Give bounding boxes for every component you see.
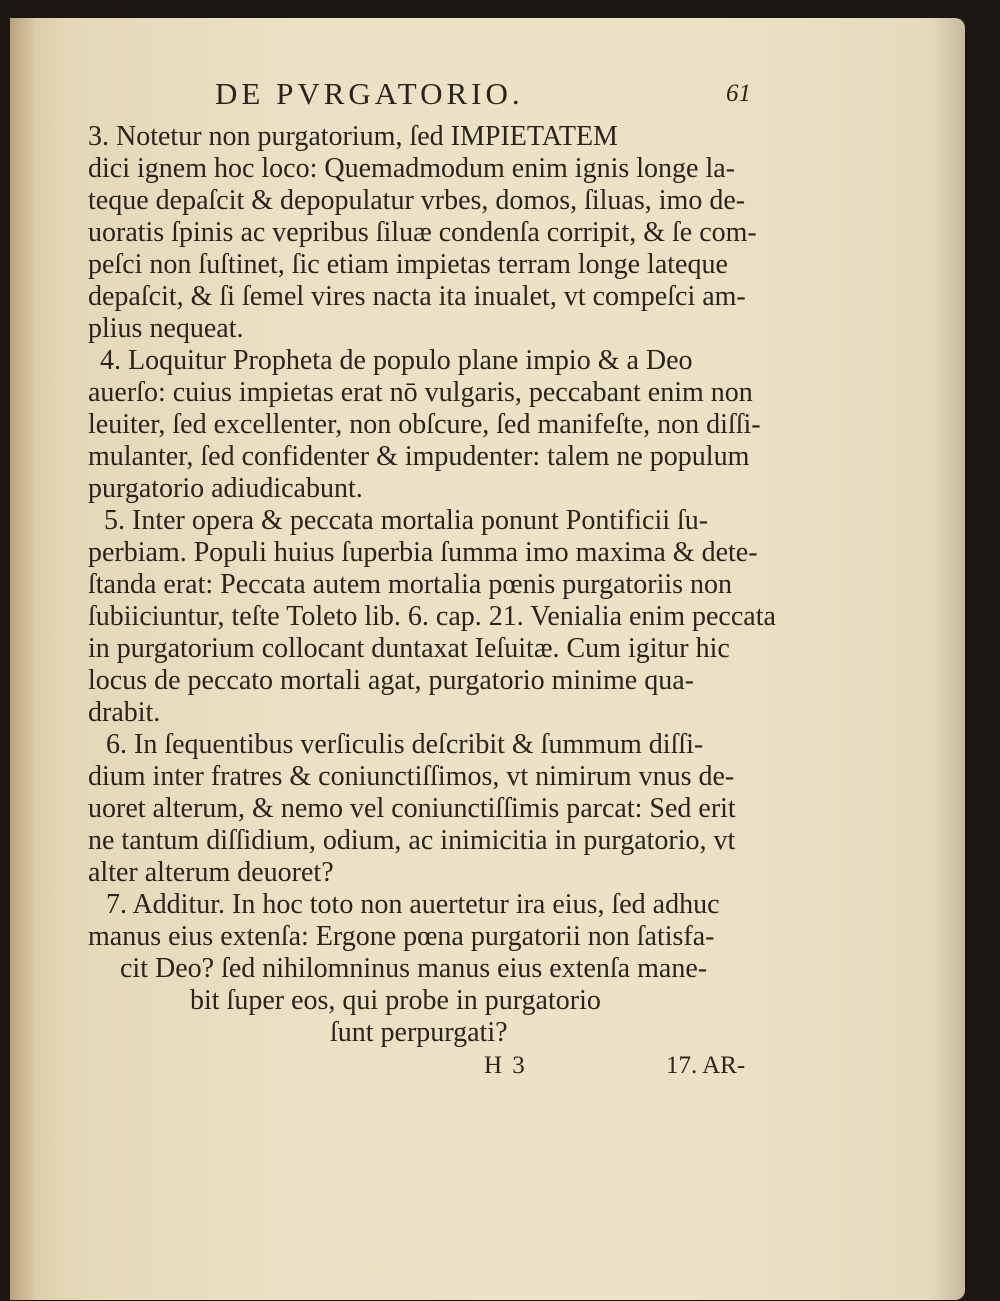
folio-number: 61 bbox=[726, 80, 751, 107]
text-line: perbiam. Populi huius ſuperbia ſumma imo maxima & dete- bbox=[88, 537, 758, 568]
text-line: plius nequeat. bbox=[88, 313, 244, 344]
text-line: mulanter, ſed confidenter & impudenter: talem ne populum bbox=[88, 441, 750, 472]
text-line: bit ſuper eos, qui probe in purgatorio bbox=[190, 985, 601, 1016]
text-line: dium inter fratres & coniunctiſſimos, vt nimirum vnus de- bbox=[88, 761, 735, 792]
text-line: 7. Additur. In hoc toto non auertetur ira eius, ſed adhuc bbox=[106, 889, 720, 920]
binding-gutter bbox=[10, 18, 34, 1300]
text-line: alter alterum deuoret? bbox=[88, 857, 334, 888]
text-line: dici ignem hoc loco: Quemadmodum enim ignis longe la- bbox=[88, 153, 735, 184]
text-line: 5. Inter opera & peccata mortalia ponunt Pontificii ſu- bbox=[104, 505, 709, 536]
running-head-title: DE PVRGATORIO. bbox=[215, 76, 524, 111]
text-line: in purgatorium collocant duntaxat Ieſuitæ. Cum igitur hic bbox=[88, 633, 730, 664]
text-line: ſtanda erat: Peccata autem mortalia pœnis purgatoriis non bbox=[88, 569, 733, 600]
text-line: locus de peccato mortali agat, purgatorio minime qua- bbox=[88, 665, 694, 696]
text-line: 6. In ſequentibus verſiculis deſcribit & ſummum diſſi- bbox=[106, 729, 704, 760]
page-edge-shadow bbox=[929, 18, 965, 1300]
catchword: 17. AR- bbox=[666, 1052, 746, 1079]
text-line: teque depaſcit & depopulatur vrbes, domos, ſiluas, imo de- bbox=[88, 185, 746, 216]
text-line: uoret alterum, & nemo vel coniunctiſſimis parcat: Sed erit bbox=[88, 793, 736, 824]
text-line: ſunt perpurgati? bbox=[330, 1017, 508, 1048]
text-line: 3. Notetur non purgatorium, ſed IMPIETATEM bbox=[88, 121, 618, 152]
text-line: cit Deo? ſed nihilomninus manus eius extenſa mane- bbox=[120, 953, 708, 984]
text-line: peſci non ſuſtinet, ſic etiam impietas terram longe lateque bbox=[88, 249, 728, 280]
text-line: ne tantum diſſidium, odium, ac inimicitia in purgatorio, vt bbox=[88, 825, 736, 856]
text-line: 4. Loquitur Propheta de populo plane impio & a Deo bbox=[100, 345, 693, 376]
text-line: depaſcit, & ſi ſemel vires nacta ita inualet, vt compeſci am- bbox=[88, 281, 746, 312]
text-line: purgatorio adiudicabunt. bbox=[88, 473, 363, 504]
text-line: uoratis ſpinis ac vepribus ſiluæ condenſa corripit, & ſe com- bbox=[88, 217, 757, 248]
signature-mark: H 3 bbox=[484, 1052, 527, 1079]
text-line: leuiter, ſed excellenter, non obſcure, ſed manifeſte, non diſſi- bbox=[88, 409, 761, 440]
text-line: drabit. bbox=[88, 697, 161, 728]
text-line: auerſo: cuius impietas erat nō vulgaris, peccabant enim non bbox=[88, 377, 753, 408]
text-line: manus eius extenſa: Ergone pœna purgatorii non ſatisfa- bbox=[88, 921, 715, 952]
text-line: ſubiiciuntur, teſte Toleto lib. 6. cap. 21. Venialia enim peccata bbox=[88, 601, 776, 632]
